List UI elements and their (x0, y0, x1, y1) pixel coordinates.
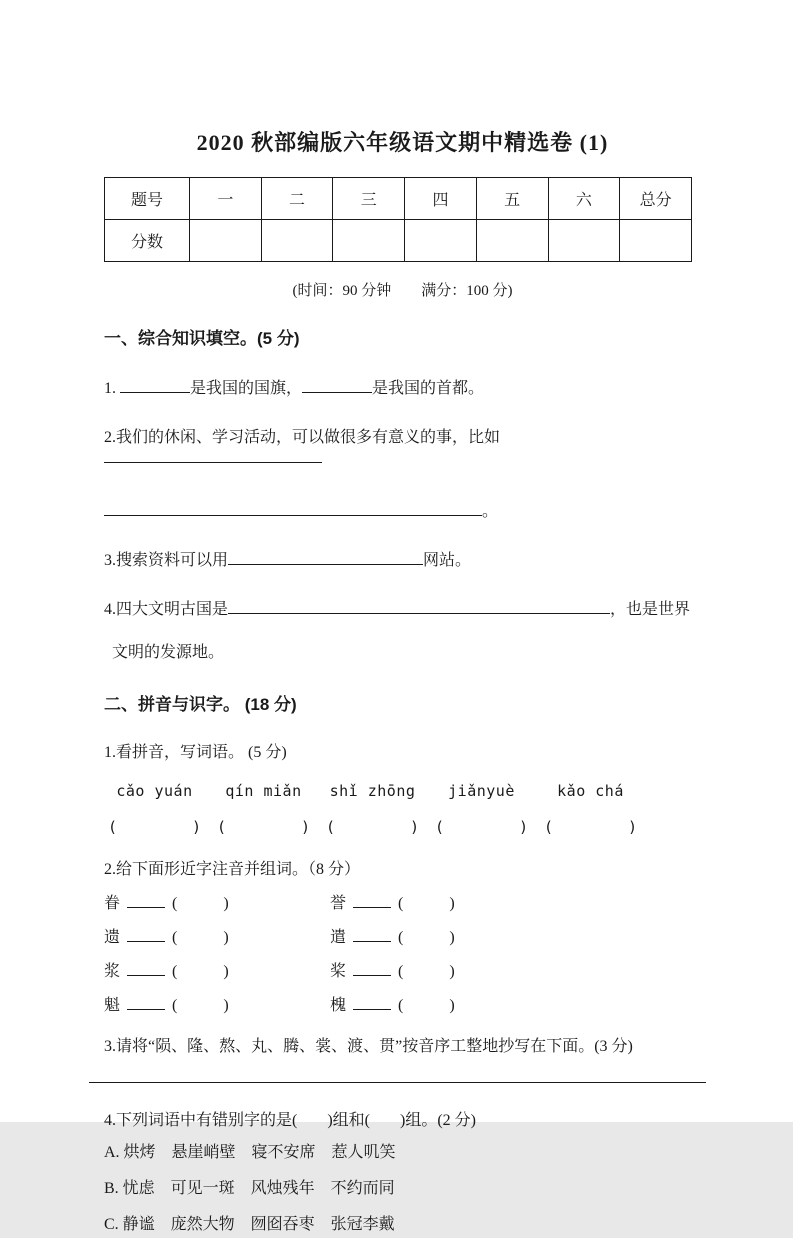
score-row-label: 分数 (105, 220, 190, 262)
score-table-header-cell: 三 (333, 178, 405, 220)
question-2-2-heading: 2.给下面形近字注音并组词。（8 分） (104, 861, 361, 878)
question-text: )组和( (327, 1112, 371, 1129)
question-1-2-continuation (104, 498, 701, 521)
question-text: 4.四大文明古国是 (104, 601, 229, 618)
paren-gap (403, 940, 449, 942)
question-1-3 (104, 547, 701, 570)
blank-underline (302, 377, 372, 393)
question-text: 3.搜索资料可以用 (104, 552, 229, 569)
question-text: 。 (482, 503, 499, 520)
question-text: )组。(2 分) (400, 1112, 477, 1129)
question-text: 1. (104, 380, 120, 397)
score-table-header-cell: 五 (476, 178, 548, 220)
score-table-header-row (105, 178, 692, 220)
paren-open: ( (544, 818, 554, 836)
score-table-header-cell: 总分 (620, 178, 692, 220)
paren-gap (177, 1008, 223, 1010)
chinese-char: 魁 (104, 997, 121, 1014)
pinyin-word: shǐ zhōng (329, 782, 416, 800)
question-1-2 (104, 424, 701, 468)
copy-answer-line (89, 1056, 706, 1083)
paren-close: ) (449, 997, 455, 1014)
question-text: 4.下列词语中有错别字的是( (104, 1112, 298, 1129)
pinyin-word: kǎo chá (557, 782, 624, 800)
score-table-header-cell: 二 (261, 178, 333, 220)
pinyin-word: jiǎnyuè (448, 782, 515, 800)
paren-open: ( (172, 963, 178, 980)
blank-underline (127, 926, 165, 942)
paren-close: ) (223, 997, 229, 1014)
chinese-char: 槐 (330, 997, 347, 1014)
question-text: 2.我们的休闲、学习活动，可以做很多有意义的事，比如 (104, 429, 501, 446)
similar-char-item (104, 890, 330, 913)
question-1-4 (104, 596, 701, 619)
answer-paren-row (104, 818, 701, 836)
exam-meta: (时间：90 分钟 满分：100 分) (292, 283, 513, 299)
chinese-char: 遗 (104, 929, 121, 946)
option-b: B. 忧虑 可见一斑 风烛残年 不约而同 (104, 1180, 395, 1197)
option-a: A. 烘烤 悬崖峭壁 寝不安席 惹人叽笑 (104, 1144, 396, 1161)
question-1-1 (104, 375, 701, 398)
question-text: ，也是世界 (610, 601, 691, 618)
paren-open: ( (398, 997, 404, 1014)
score-cell (405, 220, 477, 262)
paren-close: ) (449, 929, 455, 946)
paren-close: ) (223, 963, 229, 980)
paren-gap (177, 906, 223, 908)
pinyin-word: cǎo yuán (116, 782, 193, 800)
paren-open: ( (172, 929, 178, 946)
paren-gap (177, 940, 223, 942)
page-title: 2020 秋部编版六年级语文期中精选卷 (1) (196, 130, 609, 155)
pinyin-word: qín miǎn (225, 782, 302, 800)
paren-gap (370, 1123, 400, 1125)
chinese-char: 桨 (330, 963, 347, 980)
paren-gap (177, 974, 223, 976)
score-table (104, 177, 692, 262)
chinese-char: 遣 (330, 929, 347, 946)
paren-open: ( (108, 818, 118, 836)
similar-char-row (104, 890, 701, 913)
blank-underline (127, 994, 165, 1010)
paren-open: ( (217, 818, 227, 836)
chinese-char: 眷 (104, 895, 121, 912)
score-cell (548, 220, 620, 262)
option-c: C. 静谧 庞然大物 囫囵吞枣 张冠李戴 (104, 1216, 395, 1233)
blank-underline (104, 500, 482, 516)
score-table-header-cell: 题号 (105, 178, 190, 220)
similar-char-item (330, 890, 556, 913)
similar-char-row (104, 992, 701, 1015)
paren-close: ) (300, 818, 310, 836)
similar-char-row (104, 924, 701, 947)
score-cell (333, 220, 405, 262)
score-cell (190, 220, 262, 262)
similar-char-item (330, 958, 556, 981)
paren-close: ) (449, 963, 455, 980)
question-1-4-continuation: 文明的发源地。 (112, 644, 225, 661)
similar-char-item (330, 924, 556, 947)
blank-underline (228, 598, 610, 614)
blank-underline (127, 960, 165, 976)
section-2-heading: 二、拼音与识字。 (18 分) (104, 695, 297, 714)
paren-open: ( (398, 895, 404, 912)
blank-underline (353, 960, 391, 976)
paren-open: ( (326, 818, 336, 836)
blank-underline (127, 892, 165, 908)
blank-underline (104, 447, 322, 463)
paren-gap (297, 1123, 327, 1125)
blank-underline (353, 994, 391, 1010)
score-table-score-row (105, 220, 692, 262)
paren-close: ) (449, 895, 455, 912)
chinese-char: 誉 (330, 895, 347, 912)
paren-close: ) (191, 818, 201, 836)
pinyin-row (104, 782, 701, 800)
paren-close: ) (223, 929, 229, 946)
answer-parens (540, 818, 641, 836)
question-text: 是我国的首都。 (372, 380, 485, 397)
similar-char-item (104, 992, 330, 1015)
similar-char-item (104, 924, 330, 947)
answer-parens (322, 818, 423, 836)
answer-parens (104, 818, 205, 836)
paren-gap (403, 906, 449, 908)
paren-open: ( (172, 997, 178, 1014)
paren-gap (403, 1008, 449, 1010)
paren-gap (403, 974, 449, 976)
chinese-char: 浆 (104, 963, 121, 980)
paren-close: ) (409, 818, 419, 836)
paren-open: ( (172, 895, 178, 912)
similar-char-item (104, 958, 330, 981)
score-table-header-cell: 四 (405, 178, 477, 220)
question-2-3-heading: 3.请将“陨、隆、熬、丸、腾、裳、渡、贯”按音序工整地抄写在下面。(3 分) (104, 1038, 633, 1055)
score-cell (620, 220, 692, 262)
paren-open: ( (435, 818, 445, 836)
paren-close: ) (223, 895, 229, 912)
question-2-1-heading: 1.看拼音，写词语。 (5 分) (104, 744, 287, 761)
paren-open: ( (398, 929, 404, 946)
similar-char-row (104, 958, 701, 981)
question-text: 是我国的国旗， (190, 380, 303, 397)
answer-parens (431, 818, 532, 836)
score-table-header-cell: 六 (548, 178, 620, 220)
answer-parens (213, 818, 314, 836)
paren-close: ) (627, 818, 637, 836)
section-1-heading: 一、综合知识填空。(5 分) (104, 329, 300, 348)
question-text: 网站。 (423, 552, 472, 569)
paren-open: ( (398, 963, 404, 980)
blank-underline (228, 549, 423, 565)
score-cell (261, 220, 333, 262)
question-2-4-heading (104, 1107, 701, 1130)
score-table-header-cell: 一 (190, 178, 262, 220)
blank-underline (353, 892, 391, 908)
blank-underline (120, 377, 190, 393)
similar-char-item (330, 992, 556, 1015)
score-cell (476, 220, 548, 262)
blank-underline (353, 926, 391, 942)
paren-close: ) (518, 818, 528, 836)
